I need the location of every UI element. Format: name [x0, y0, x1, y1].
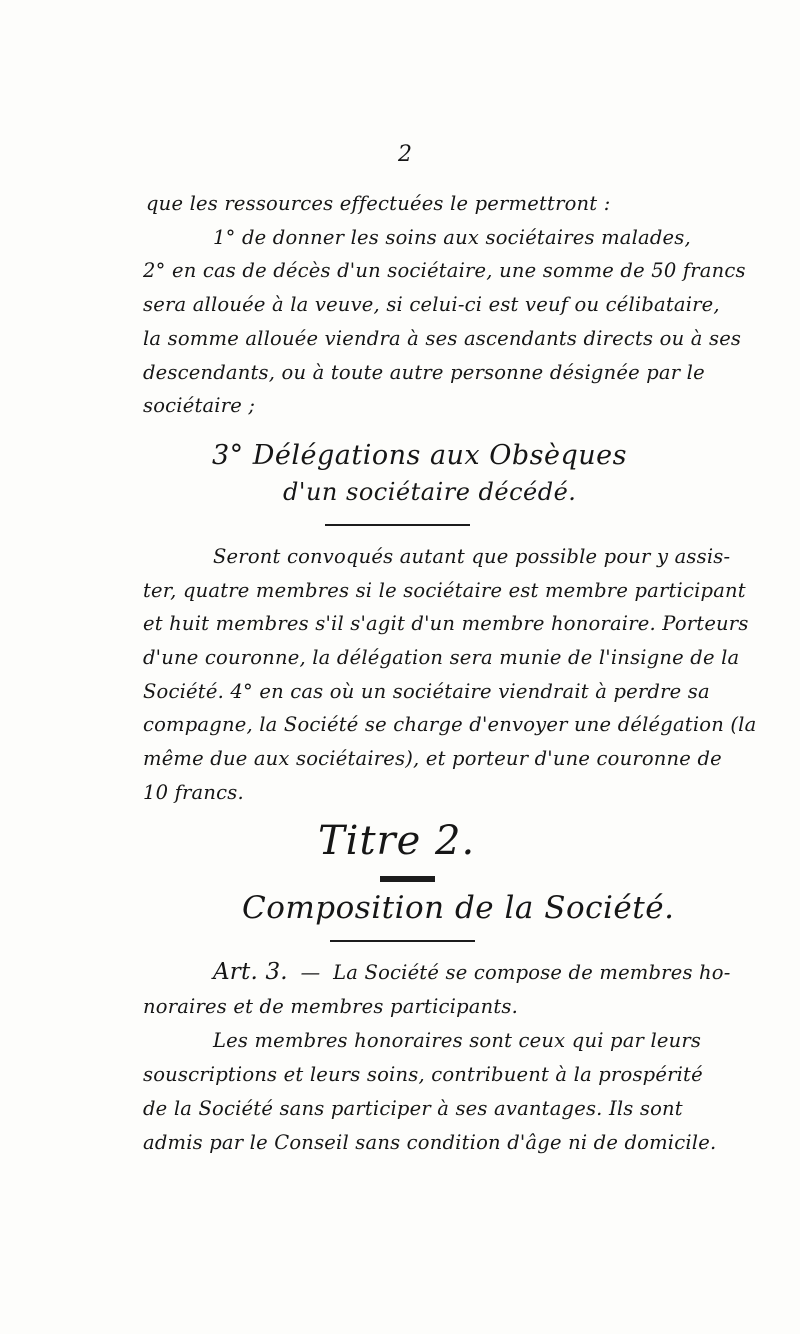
- text-line: ter, quatre membres si le sociétaire est membre participant: [143, 579, 746, 602]
- section-heading-continued: d'un sociétaire décédé.: [283, 478, 577, 506]
- text-line: sociétaire ;: [143, 394, 256, 417]
- text-line: noraires et de membres participants.: [143, 995, 518, 1018]
- text-line: compagne, la Société se charge d'envoyer une délégation (la: [143, 713, 757, 736]
- text-line: Seront convoqués autant que possible pour y assis-: [213, 545, 731, 568]
- section-heading: 3° Délégations aux Obsèques: [212, 440, 628, 471]
- text-line: Société. 4° en cas où un sociétaire viendrait à perdre sa: [143, 680, 710, 703]
- subheading-rule: [330, 940, 475, 942]
- title-heading: Titre 2.: [318, 818, 476, 864]
- text-line: admis par le Conseil sans condition d'âge ni de domicile.: [143, 1131, 717, 1154]
- text-line: de la Société sans participer à ses avantages. Ils sont: [143, 1097, 683, 1120]
- text-line: et huit membres s'il s'agit d'un membre honoraire. Porteurs: [143, 612, 749, 635]
- text-line: 2° en cas de décès d'un sociétaire, une somme de 50 francs: [143, 259, 746, 282]
- article-text: La Société se compose de membres ho-: [333, 961, 731, 984]
- text-line: la somme allouée viendra à ses ascendants directs ou à ses: [143, 327, 742, 350]
- article-first-line: Art. 3. — La Société se compose de membres ho-: [213, 959, 731, 985]
- title-subheading: Composition de la Société.: [242, 890, 675, 926]
- text-line: 10 francs.: [143, 781, 244, 804]
- article-number: Art. 3.: [213, 959, 288, 985]
- text-line: Les membres honoraires sont ceux qui par leurs: [213, 1029, 702, 1052]
- heading-rule: [325, 524, 470, 526]
- text-line: que les ressources effectuées le permettront :: [146, 192, 611, 215]
- text-line: descendants, ou à toute autre personne désignée par le: [143, 361, 705, 384]
- title-rule: [380, 876, 435, 882]
- text-line: souscriptions et leurs soins, contribuent à la prospérité: [143, 1063, 703, 1086]
- page-number: 2: [398, 142, 412, 167]
- text-line: même due aux sociétaires), et porteur d'une couronne de: [143, 747, 722, 770]
- text-line: sera allouée à la veuve, si celui-ci est veuf ou célibataire,: [143, 293, 720, 316]
- text-line: 1° de donner les soins aux sociétaires malades,: [213, 226, 691, 249]
- text-line: d'une couronne, la délégation sera munie de l'insigne de la: [143, 646, 740, 669]
